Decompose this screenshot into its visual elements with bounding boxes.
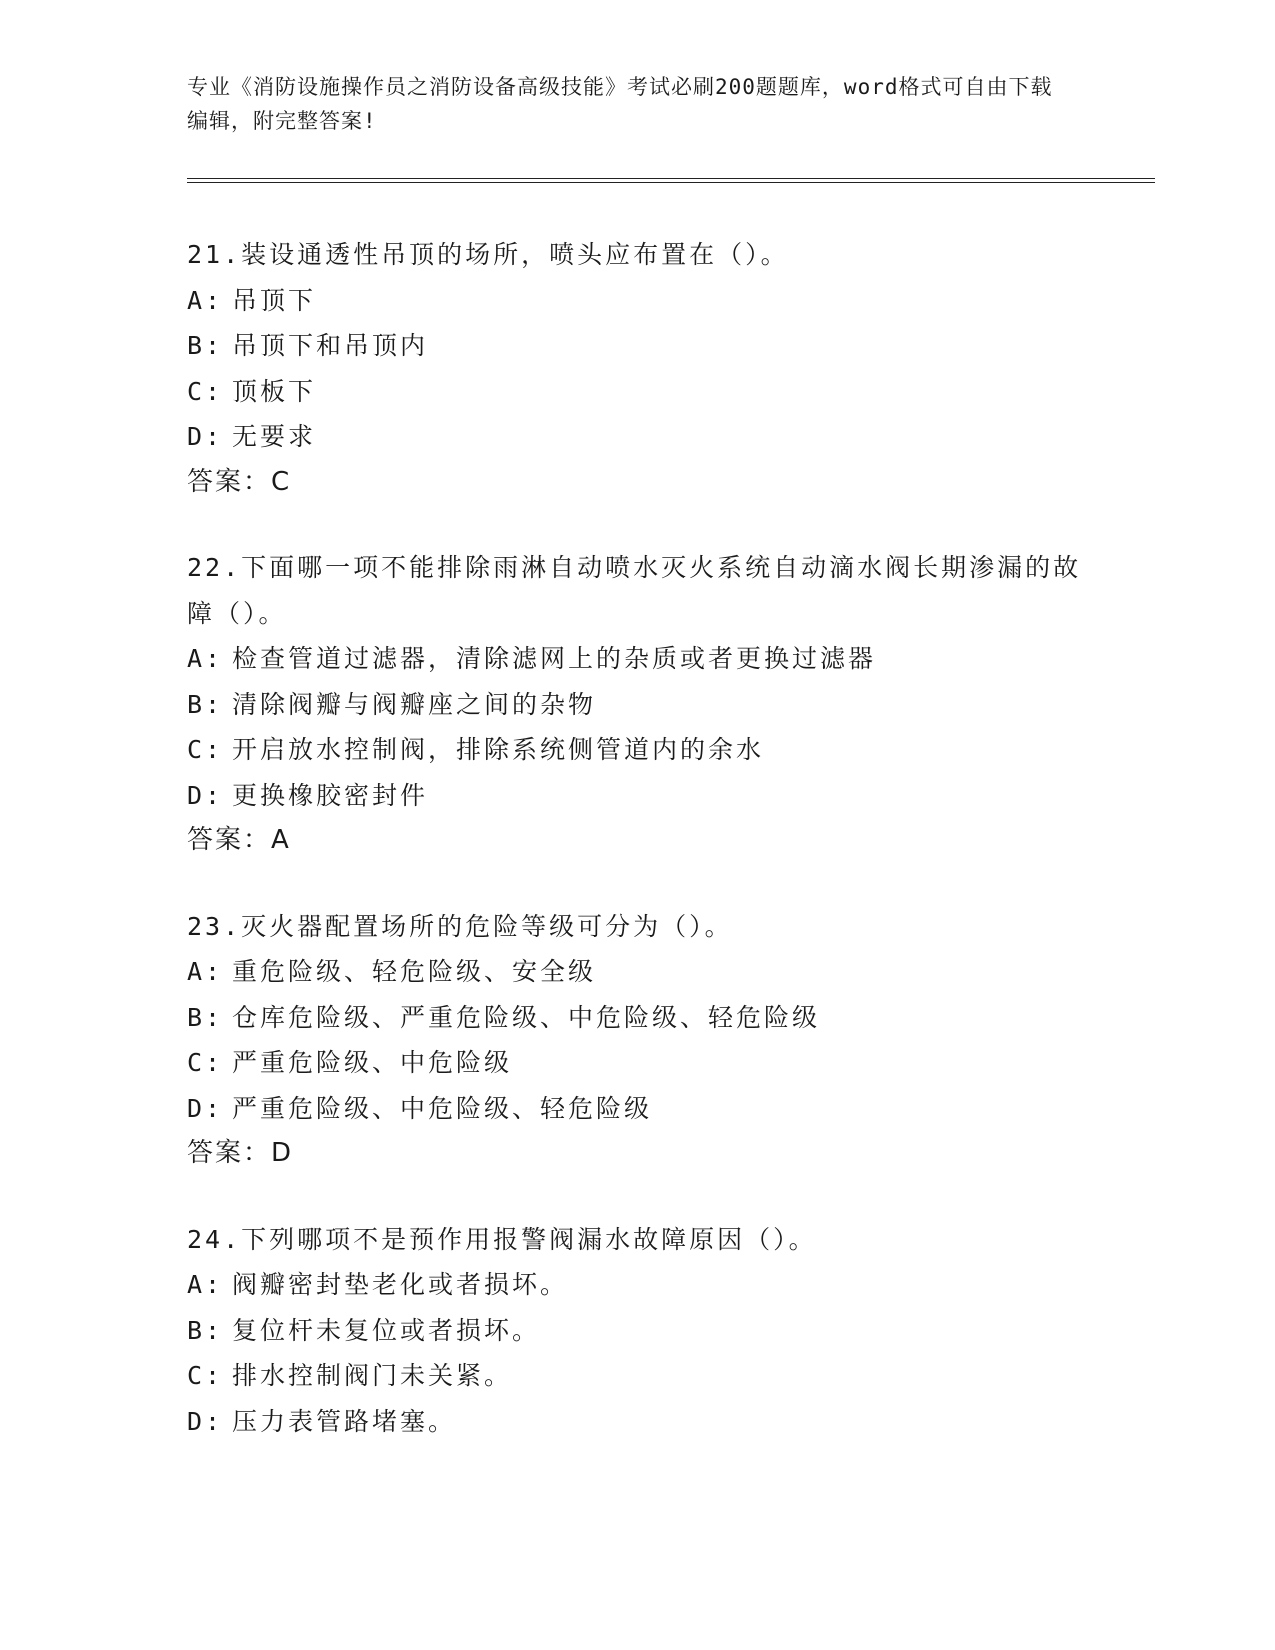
option-letter: B: — [187, 1002, 224, 1032]
document-header — [187, 70, 1067, 138]
question-list — [187, 232, 1087, 1484]
option-c — [187, 1353, 1087, 1399]
option-d — [187, 773, 1087, 819]
question-24 — [187, 1217, 1087, 1445]
option-a — [187, 1262, 1087, 1308]
option-b — [187, 323, 1087, 369]
option-letter: D: — [187, 1406, 224, 1436]
option-text: 严重危险级、中危险级 — [232, 1048, 513, 1077]
question-text: 24.下列哪项不是预作用报警阀漏水故障原因（）。 — [187, 1224, 817, 1254]
option-letter: C: — [187, 1361, 224, 1390]
answer-text: 答案：A — [187, 825, 291, 855]
option-a — [187, 278, 1087, 324]
option-c — [187, 727, 1087, 773]
question-22 — [187, 545, 1087, 864]
option-text: 重危险级、轻危险级、安全级 — [232, 957, 597, 986]
option-letter: D: — [187, 780, 224, 810]
option-text: 检查管道过滤器，清除滤网上的杂质或者更换过滤器 — [232, 644, 877, 673]
option-text: 严重危险级、中危险级、轻危险级 — [232, 1093, 653, 1123]
option-letter: D: — [187, 1093, 224, 1123]
option-letter: B: — [187, 1315, 224, 1345]
option-text: 吊顶下和吊顶内 — [232, 331, 429, 360]
option-d — [187, 414, 1087, 460]
option-letter: C: — [187, 735, 224, 764]
answer-text: 答案：D — [187, 1138, 294, 1168]
option-b — [187, 995, 1087, 1041]
option-letter: A: — [187, 644, 224, 673]
option-text: 排水控制阀门未关紧。 — [232, 1361, 513, 1390]
option-text: 更换橡胶密封件 — [232, 780, 429, 810]
option-text: 吊顶下 — [232, 285, 317, 315]
question-23 — [187, 904, 1087, 1177]
option-letter: C: — [187, 1048, 224, 1077]
option-text: 无要求 — [232, 422, 317, 451]
option-letter: B: — [187, 331, 224, 360]
option-letter: D: — [187, 422, 224, 451]
question-text: 23.灭火器配置场所的危险等级可分为（）。 — [187, 911, 733, 941]
option-text: 开启放水控制阀，排除系统侧管道内的余水 — [232, 735, 765, 764]
option-text: 复位杆未复位或者损坏。 — [232, 1315, 541, 1345]
option-text: 压力表管路堵塞。 — [232, 1406, 457, 1436]
option-c — [187, 369, 1087, 415]
option-a — [187, 949, 1087, 995]
question-21 — [187, 232, 1087, 505]
option-letter: B: — [187, 689, 224, 719]
option-text: 顶板下 — [232, 376, 317, 406]
answer-text: 答案：C — [187, 466, 292, 497]
question-text: 21.装设通透性吊顶的场所，喷头应布置在（）。 — [187, 240, 789, 269]
option-letter: A: — [187, 957, 224, 986]
option-text: 仓库危险级、严重危险级、中危险级、轻危险级 — [232, 1002, 821, 1032]
option-text: 清除阀瓣与阀瓣座之间的杂物 — [232, 689, 597, 719]
option-b — [187, 682, 1087, 728]
option-text: 阀瓣密封垫老化或者损坏。 — [232, 1270, 569, 1299]
option-b — [187, 1308, 1087, 1354]
option-letter: A: — [187, 285, 224, 315]
option-letter: A: — [187, 1270, 224, 1299]
option-d — [187, 1086, 1087, 1132]
option-letter: C: — [187, 376, 224, 406]
option-c — [187, 1040, 1087, 1086]
option-a — [187, 636, 1087, 682]
option-d — [187, 1399, 1087, 1445]
question-text: 22.下面哪一项不能排除雨淋自动喷水灭火系统自动滴水阀长期渗漏的故障（）。 — [187, 553, 1082, 628]
header-text: 专业《消防设施操作员之消防设备高级技能》考试必刷200题题库，word格式可自由下载编辑，附完整答案! — [187, 75, 1053, 133]
header-divider — [187, 178, 1155, 183]
